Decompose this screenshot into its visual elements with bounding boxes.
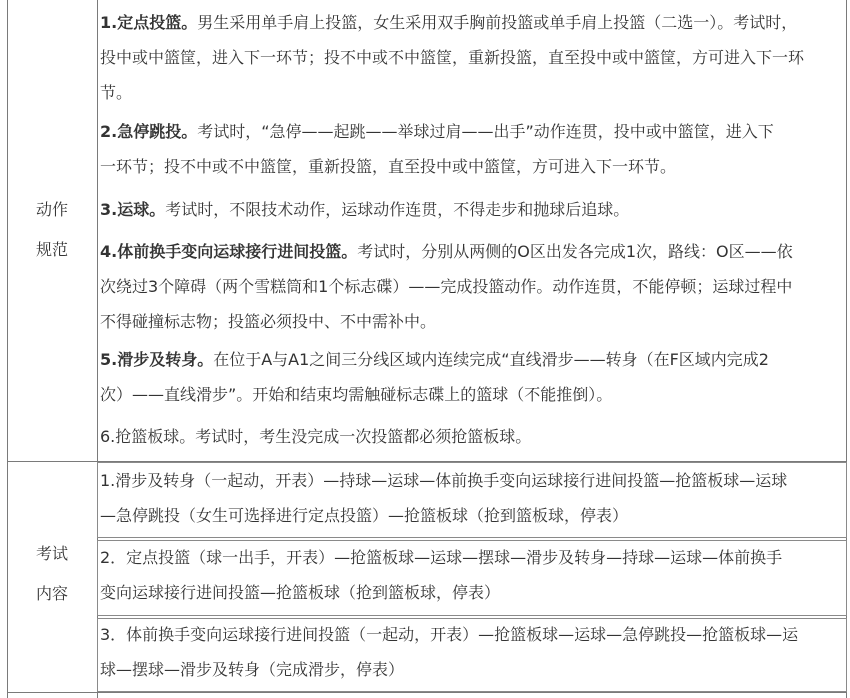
rule-line: 投中或中篮筐，进入下一环节；投不中或不中篮筐，重新投篮，直至投中或中篮筐，方可进入下一环 [100,48,805,67]
exam-line: 变向运球接行进间投篮—抢篮板球（抢到篮板球，停表） [100,583,501,602]
rule-line: 次绕过3个障碍（两个雪糕筒和1个标志碟）——完成投篮动作。动作连贯，不能停顿；运球过程中 [100,277,793,296]
rule-title: 4.体前换手变向运球接行进间投篮。 [100,242,358,261]
exam-line: 2．定点投篮（球一出手，开表）—抢篮板球—运球—摆球—滑步及转身—持球—运球—体前换手 [100,548,783,567]
rule-item-2 [100,119,842,180]
rule-line: 3.运球。考试时，不限技术动作，运球动作连贯，不得走步和抛球后追球。 [100,200,630,219]
rule-title: 2.急停跳投。 [100,122,198,141]
label-line: 内容 [35,584,68,603]
exam-line: 3．体前换手变向运球接行进间投篮（一起动，开表）—抢篮板球—运球—急停跳投—抢篮板球—运 [100,625,799,644]
label-line: 考试 [35,544,68,563]
exam-line: —急停跳投（女生可选择进行定点投篮）—抢篮板球（抢到篮板球，停表） [100,506,629,525]
row-divider-bottom [7,692,847,693]
rule-title: 1.定点投篮。 [100,13,198,32]
rule-item-5 [100,347,842,408]
rule-line: 6.抢篮板球。考试时，考生没完成一次投篮都必须抢篮板球。 [100,427,532,446]
rule-line: 一环节；投不中或不中篮筐，重新投篮，直至投中或中篮筐，方可进入下一环节。 [100,157,677,176]
rule-line: 节。 [100,83,133,102]
rule-line: 2.急停跳投。考试时，“急停——起跳——举球过肩——出手”动作连贯，投中或中篮筐，进入下 [100,122,774,141]
rule-item-6 [100,424,842,450]
rule-line: 1.定点投篮。男生采用单手肩上投篮，女生采用双手胸前投篮或单手肩上投篮（二选一）。考试时， [100,13,798,32]
section-label-action-spec [7,190,97,270]
label-line: 规范 [35,240,68,259]
rule-title: 3.运球。 [100,200,166,219]
rule-line: 不得碰撞标志物；投篮必须投中、不中需补中。 [100,312,437,331]
label-line: 动作 [35,200,68,219]
exam-line: 1.滑步及转身（一起动，开表）—持球—运球—体前换手变向运球接行进间投篮—抢篮板球—运球 [100,471,788,490]
exam-item-2 [100,545,842,606]
rule-line: 次）——直线滑步”。开始和结束均需触碰标志碟上的篮球（不能推倒）。 [100,385,613,404]
rule-line: 5.滑步及转身。在位于A与A1之间三分线区域内连续完成“直线滑步——转身（在F区域内完成2 [100,350,769,369]
exam-item-1 [100,468,842,529]
section-label-exam-content [7,534,97,614]
rule-item-3 [100,197,842,223]
exam-line: 球—摆球—滑步及转身（完成滑步，停表） [100,660,405,679]
rule-item-4 [100,239,842,335]
exam-item-3 [100,622,842,683]
rule-line: 4.体前换手变向运球接行进间投篮。考试时，分别从两侧的O区出发各完成1次，路线：O区——依 [100,242,793,261]
rule-item-1 [100,10,842,106]
rule-title: 5.滑步及转身。 [100,350,214,369]
